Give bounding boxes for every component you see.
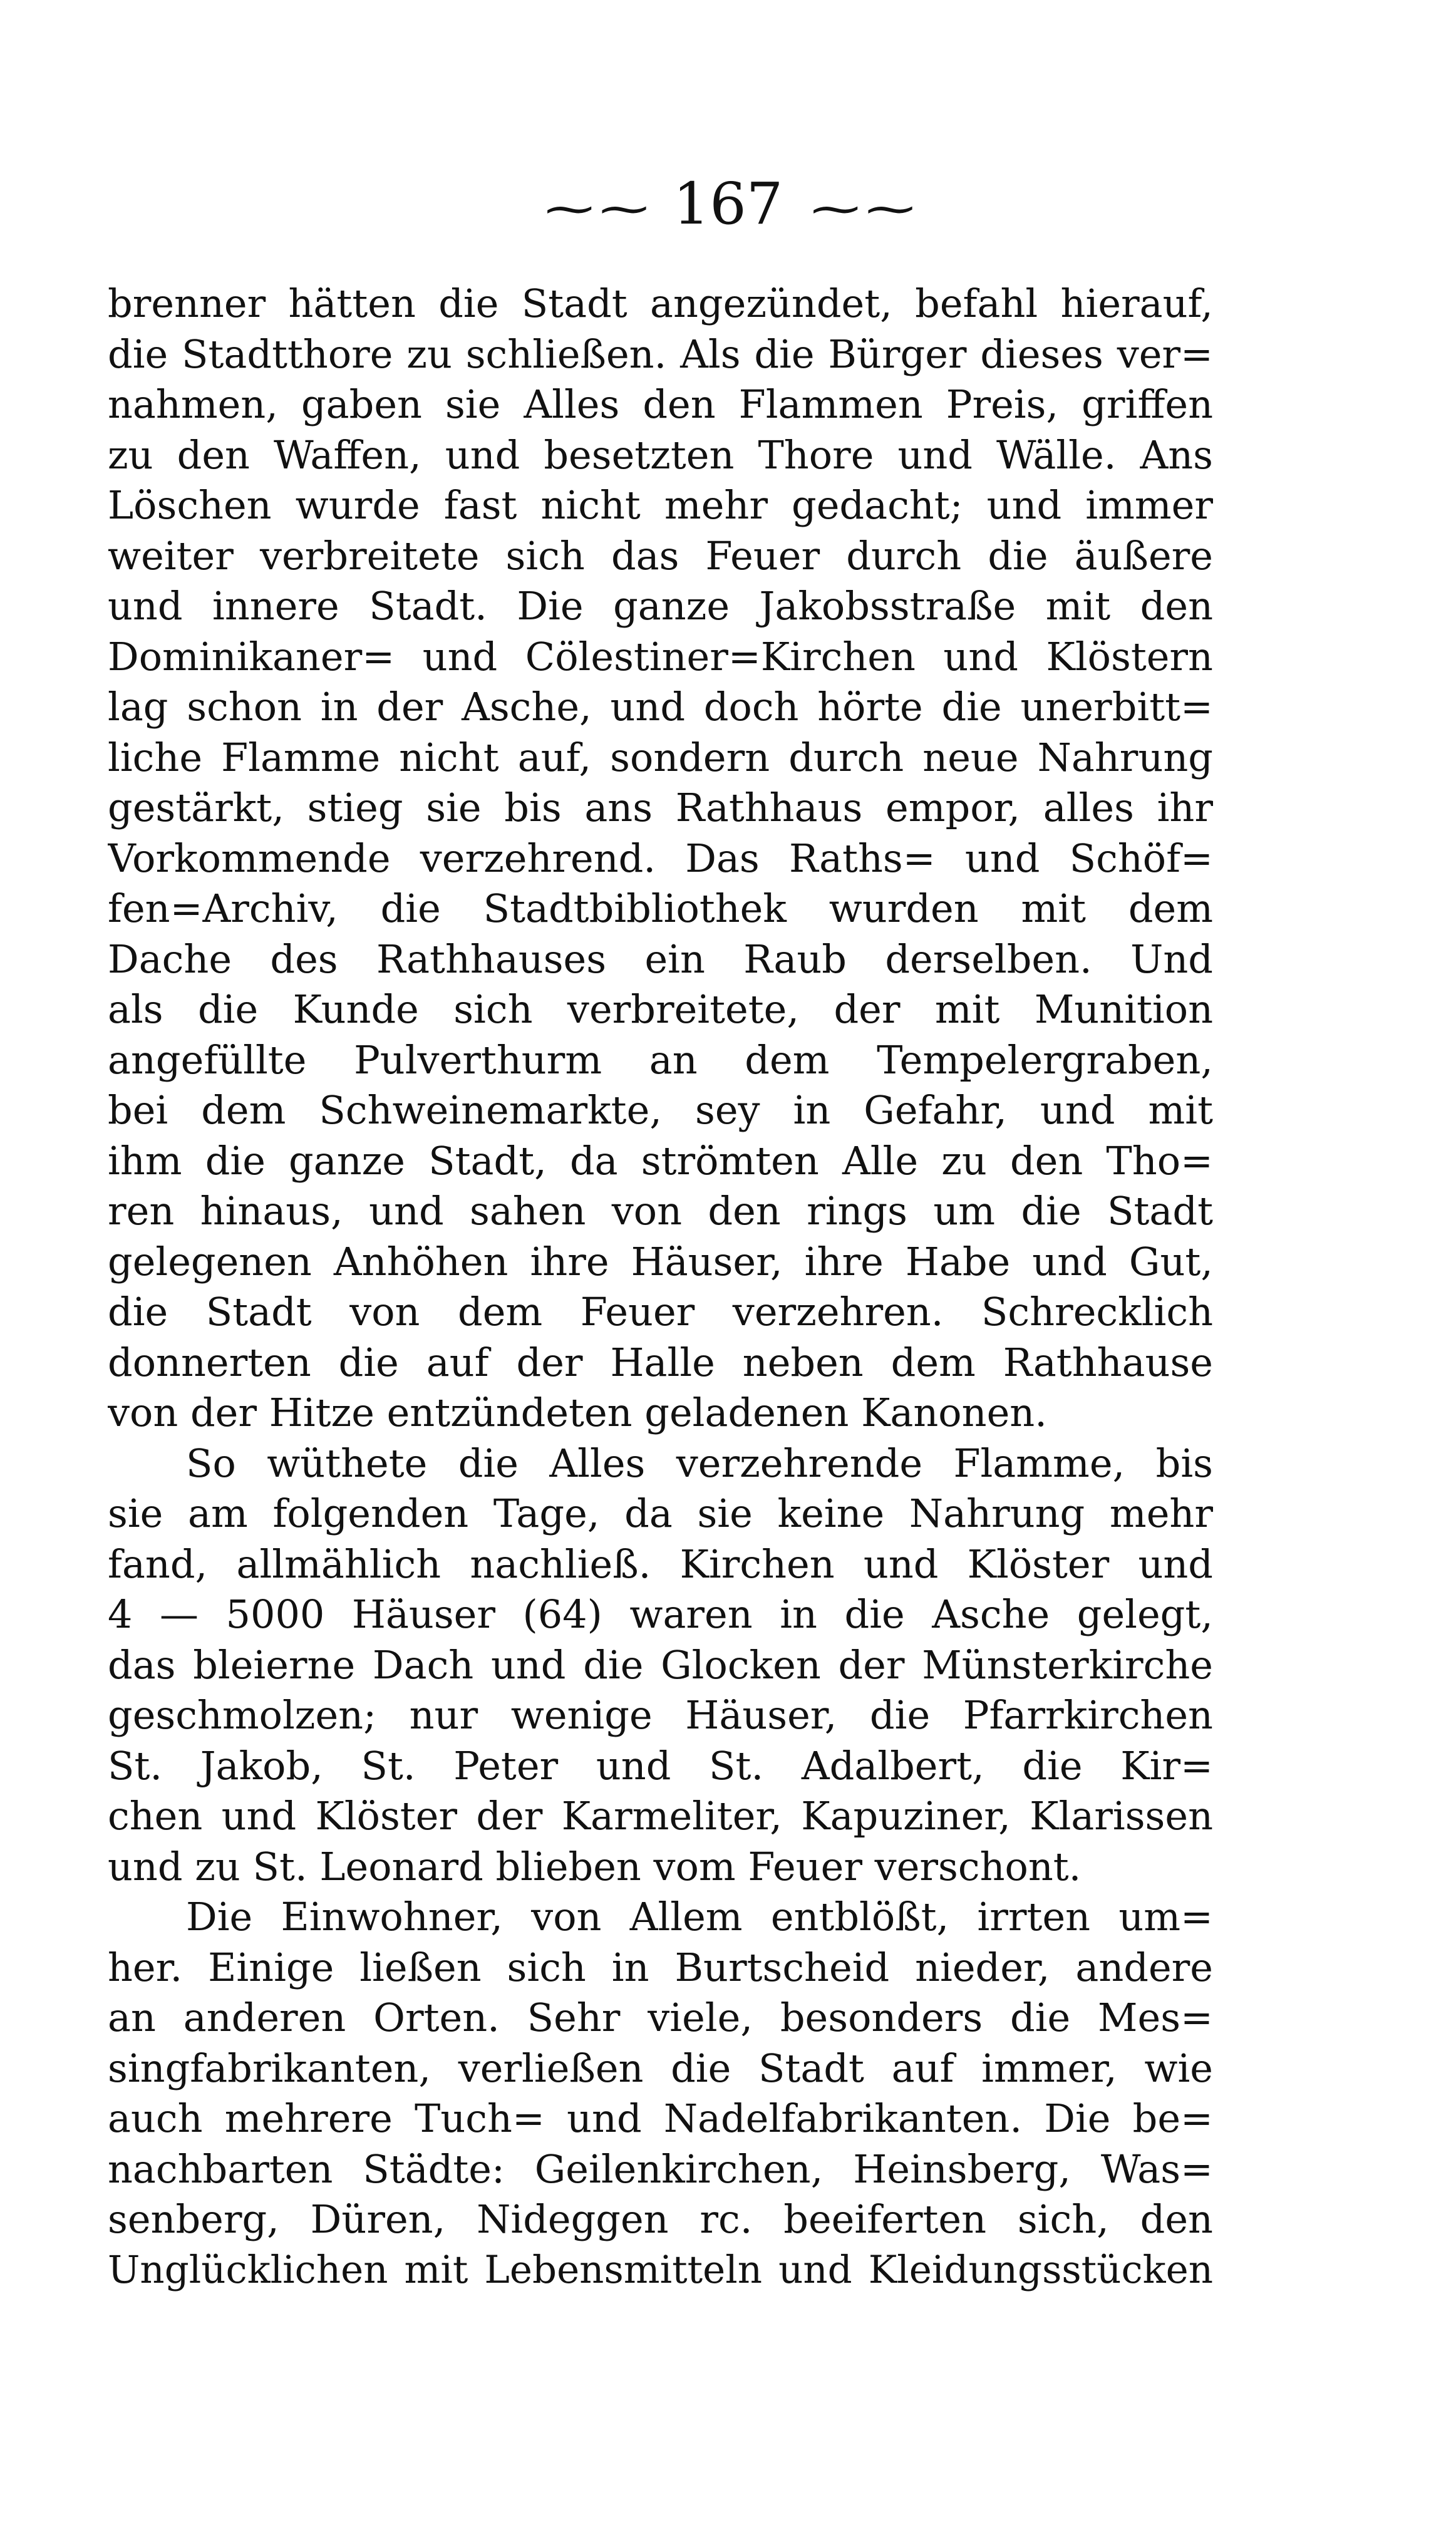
text-line: fen=Archiv, die Stadtbibliothek wurden mit dem [108,886,1213,931]
text-line: Löschen wurde fast nicht mehr gedacht; und immer [108,482,1213,528]
text-line: Dache des Rathhauses ein Raub derselben. Und [108,936,1213,982]
text-line: donnerten die auf der Halle neben dem Rathhause [108,1339,1213,1385]
text-line: Unglücklichen mit Lebensmitteln und Kleidungsstücken [108,2247,1213,2292]
text-line: als die Kunde sich verbreitete, der mit Munition [108,986,1213,1032]
page-number: 167 [673,170,783,237]
text-line: an anderen Orten. Sehr viele, besonders die Mes= [108,1995,1213,2040]
text-line: bei dem Schweinemarkte, sey in Gefahr, und mit [108,1087,1213,1133]
text-line: und innere Stadt. Die ganze Jakobsstraße mit den [108,583,1213,629]
text-line: gelegenen Anhöhen ihre Häuser, ihre Habe und Gut, [108,1238,1213,1284]
text-line: weiter verbreitete sich das Feuer durch die äußere [108,532,1213,579]
text-line: Die Einwohner, von Allem entblößt, irrten um= [186,1894,1213,1940]
text-line: So wüthete die Alles verzehrende Flamme, bis [186,1440,1213,1486]
text-line: Vorkommende verzehrend. Das Raths= und Schöf= [108,835,1213,881]
text-line: sie am folgenden Tage, da sie keine Nahrung mehr [108,1491,1213,1536]
text-line: angefüllte Pulverthurm an dem Tempelergraben, [108,1036,1213,1083]
text-line: die Stadtthore zu schließen. Als die Bürger dieses ver= [108,331,1213,377]
text-line: die Stadt von dem Feuer verzehren. Schrecklich [108,1289,1213,1335]
text-line: das bleierne Dach und die Glocken der Münsterkirche [108,1641,1213,1688]
text-line: gestärkt, stieg sie bis ans Rathhaus empor, alles ihr [108,785,1213,830]
text-line: singfabrikanten, verließen die Stadt auf immer, wie [108,2045,1213,2091]
text-line: senberg, Düren, Nideggen rc. beeiferten sich, den [108,2196,1213,2242]
text-line: nahmen, gaben sie Alles den Flammen Preis, griffen [108,381,1213,427]
ornament-right: ~~ [806,183,916,235]
text-line: chen und Klöster der Karmeliter, Kapuziner, Klarissen [108,1793,1213,1839]
text-line: ihm die ganze Stadt, da strömten Alle zu den Tho= [108,1137,1213,1184]
body-text [108,279,1213,2295]
text-line: liche Flamme nicht auf, sondern durch neue Nahrung [108,734,1213,780]
text-line: und zu St. Leonard blieben vom Feuer verschont. [108,1843,1082,1889]
text-line: 4 — 5000 Häuser (64) waren in die Asche gelegt, [108,1591,1213,1637]
text-line: fand, allmählich nachließ. Kirchen und Klöster und [108,1541,1213,1587]
ornament-left: ~~ [540,183,650,235]
text-line: St. Jakob, St. Peter und St. Adalbert, die Kir= [108,1742,1213,1789]
text-line: her. Einige ließen sich in Burtscheid nieder, andere [108,1944,1213,1990]
text-line: ren hinaus, und sahen von den rings um die Stadt [108,1188,1213,1234]
text-line: brenner hätten die Stadt angezündet, befahl hierauf, [108,281,1213,326]
text-line: von der Hitze entzündeten geladenen Kanonen. [108,1390,1047,1435]
page-header [0,170,1456,237]
text-line: geschmolzen; nur wenige Häuser, die Pfarrkirchen [108,1692,1213,1738]
text-line: auch mehrere Tuch= und Nadelfabrikanten. Die be= [108,2095,1213,2141]
text-line: nachbarten Städte: Geilenkirchen, Heinsberg, Was= [108,2146,1213,2192]
text-line: lag schon in der Asche, und doch hörte die unerbitt= [108,684,1213,730]
text-line: zu den Waffen, und besetzten Thore und Wälle. Ans [108,432,1213,478]
text-line: Dominikaner= und Cölestiner=Kirchen und Klöstern [108,633,1213,680]
